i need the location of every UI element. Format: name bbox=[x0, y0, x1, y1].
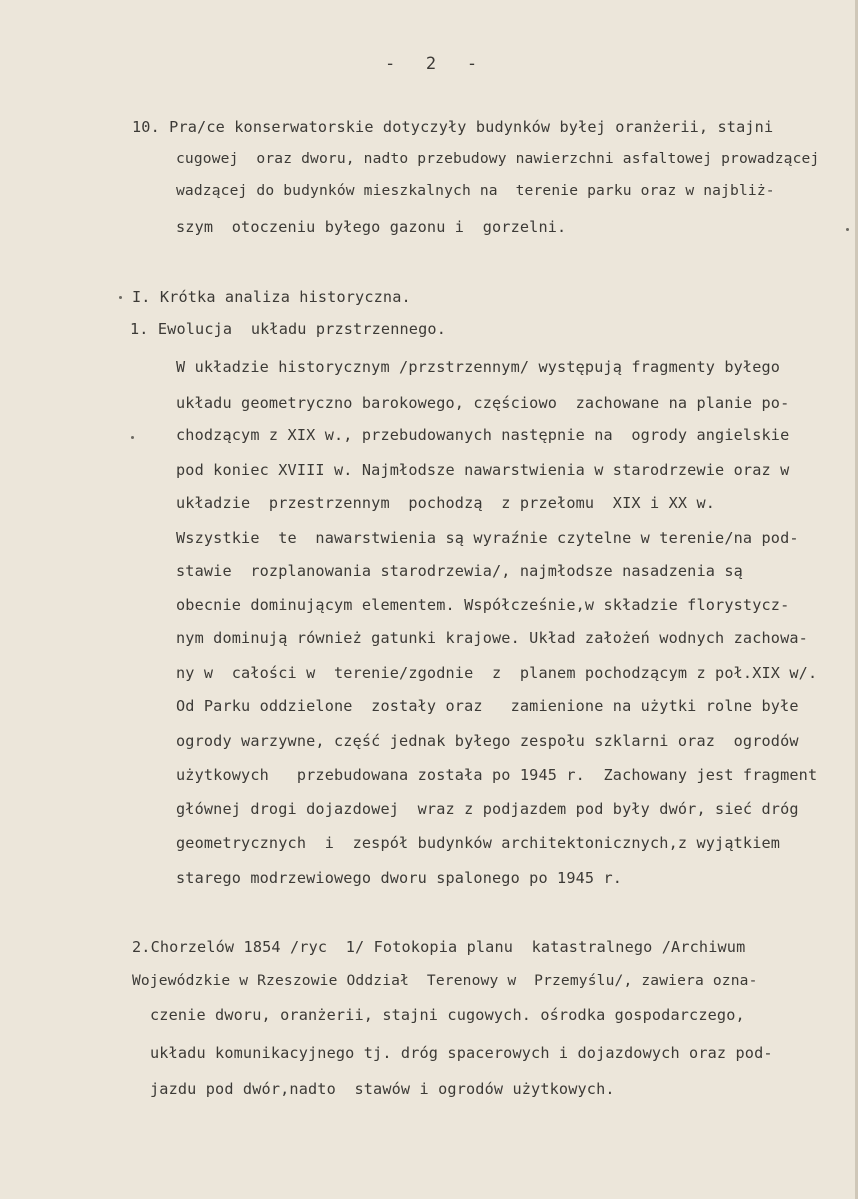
section-1-line: Wszystkie te nawarstwienia są wyraźnie czytelne w terenie/na pod- bbox=[176, 529, 799, 547]
section-1-line: Od Parku oddzielone zostały oraz zamienione na użytki rolne byłe bbox=[176, 697, 799, 715]
section-1-line: układu geometryczno barokowego, częściowo zachowane na planie po- bbox=[176, 394, 790, 412]
section-2-line: Wojewódzkie w Rzeszowie Oddział Terenowy w Przemyślu/, zawiera ozna- bbox=[132, 972, 758, 989]
paragraph-10-line: szym otoczeniu byłego gazonu i gorzelni. bbox=[176, 218, 567, 236]
section-1-line: użytkowych przebudowana została po 1945 r. Zachowany jest fragment bbox=[176, 766, 818, 784]
section-1-line: pod koniec XVIII w. Najmłodsze nawarstwienia w starodrzewie oraz w bbox=[176, 461, 790, 479]
section-1-line: obecnie dominującym elementem. Współcześnie,w składzie florystycz- bbox=[176, 596, 790, 614]
paragraph-10-line: cugowej oraz dworu, nadto przebudowy nawierzchni asfaltowej prowadzącej bbox=[176, 150, 820, 167]
section-2-line: układu komunikacyjnego tj. dróg spacerowych i dojazdowych oraz pod- bbox=[150, 1044, 773, 1062]
section-1-line: stawie rozplanowania starodrzewia/, najmłodsze nasadzenia są bbox=[176, 562, 743, 580]
section-heading: I. Krótka analiza historyczna. bbox=[132, 288, 411, 306]
section-1-line: ogrody warzywne, część jednak byłego zespołu szklarni oraz ogrodów bbox=[176, 732, 799, 750]
section-2-line: czenie dworu, oranżerii, stajni cugowych. ośrodka gospodarczego, bbox=[150, 1006, 745, 1024]
section-1-line: chodzącym z XIX w., przebudowanych następnie na ogrody angielskie bbox=[176, 426, 790, 444]
section-1-line: starego modrzewiowego dworu spalonego po 1945 r. bbox=[176, 869, 623, 887]
paragraph-10-line: 10. Pra/ce konserwatorskie dotyczyły budynków byłej oranżerii, stajni bbox=[132, 118, 774, 136]
section-1-line: ny w całości w terenie/zgodnie z planem pochodzącym z poł.XIX w/. bbox=[176, 664, 818, 682]
section-1-line: W układzie historycznym /przstrzennym/ występują fragmenty byłego bbox=[176, 358, 781, 376]
stray-mark bbox=[131, 436, 134, 439]
section-2-line: 2.Chorzelów 1854 /ryc 1/ Fotokopia planu katastralnego /Archiwum bbox=[132, 938, 746, 956]
stray-mark bbox=[119, 296, 122, 299]
section-1-line: geometrycznych i zespół budynków architektonicznych,z wyjątkiem bbox=[176, 834, 781, 852]
stray-mark bbox=[846, 228, 849, 231]
section-1-line: głównej drogi dojazdowej wraz z podjazdem pod były dwór, sieć dróg bbox=[176, 800, 799, 818]
subsection-heading: 1. Ewolucja układu przstrzennego. bbox=[130, 320, 446, 338]
section-1-line: nym dominują również gatunki krajowe. Układ założeń wodnych zachowa- bbox=[176, 629, 808, 647]
section-2-line: jazdu pod dwór,nadto stawów i ogrodów użytkowych. bbox=[150, 1080, 615, 1098]
paragraph-10-line: wadzącej do budynków mieszkalnych na terenie parku oraz w najbliż- bbox=[176, 182, 775, 199]
page-number: - 2 - bbox=[384, 54, 478, 74]
section-1-line: układzie przestrzennym pochodzą z przełomu XIX i XX w. bbox=[176, 494, 716, 512]
